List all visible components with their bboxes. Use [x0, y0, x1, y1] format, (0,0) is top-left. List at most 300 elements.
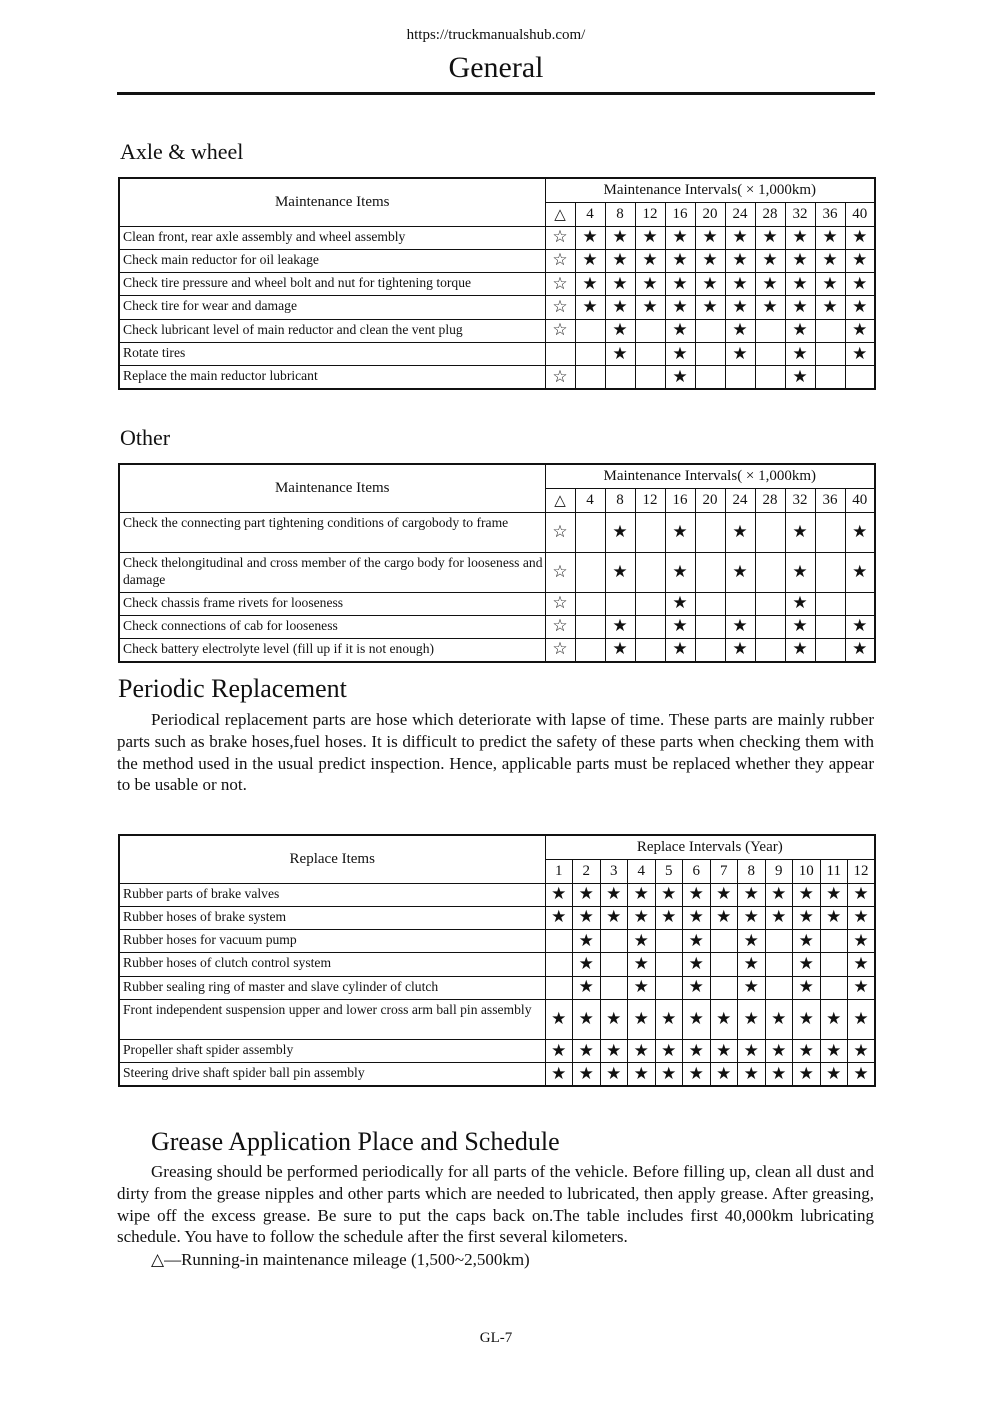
table-row — [119, 226, 875, 249]
interval-column-header: 8 — [605, 202, 635, 226]
interval-mark: ★ — [635, 296, 665, 319]
interval-mark — [545, 930, 573, 953]
interval-mark — [655, 953, 683, 976]
maintenance-item-label: Rubber sealing ring of master and slave cylinder of clutch — [119, 976, 545, 999]
interval-mark: ★ — [845, 319, 875, 342]
interval-mark — [710, 953, 738, 976]
interval-mark: ★ — [845, 226, 875, 249]
interval-mark: ☆ — [545, 366, 575, 389]
interval-mark: ★ — [575, 273, 605, 296]
interval-mark: ★ — [845, 249, 875, 272]
interval-mark: ★ — [848, 976, 876, 999]
interval-mark: ★ — [785, 512, 815, 552]
interval-column-header: 6 — [683, 859, 711, 883]
interval-mark: ★ — [755, 296, 785, 319]
interval-mark — [755, 639, 785, 662]
interval-column-header: 2 — [573, 859, 601, 883]
interval-mark: ★ — [600, 999, 628, 1039]
interval-mark: ★ — [785, 342, 815, 365]
interval-column-header: 24 — [725, 488, 755, 512]
interval-mark: ★ — [738, 999, 766, 1039]
interval-mark: ★ — [545, 999, 573, 1039]
table-row — [119, 512, 875, 552]
interval-mark: ★ — [545, 906, 573, 929]
interval-mark — [605, 592, 635, 615]
interval-mark — [575, 512, 605, 552]
interval-column-header: 28 — [755, 202, 785, 226]
interval-column-header: 3 — [600, 859, 628, 883]
table-row — [119, 639, 875, 662]
interval-mark: ☆ — [545, 639, 575, 662]
interval-mark: ★ — [793, 1039, 821, 1062]
interval-mark: ★ — [845, 552, 875, 592]
interval-mark: ★ — [628, 883, 656, 906]
interval-mark: ★ — [793, 883, 821, 906]
interval-mark: ★ — [738, 930, 766, 953]
interval-mark — [815, 615, 845, 638]
interval-mark: ★ — [665, 226, 695, 249]
maintenance-item-label: Check battery electrolyte level (fill up if it is not enough) — [119, 639, 545, 662]
interval-mark: ★ — [725, 273, 755, 296]
interval-mark: ★ — [545, 1063, 573, 1086]
interval-mark — [755, 592, 785, 615]
interval-mark — [725, 366, 755, 389]
interval-mark: ★ — [848, 1039, 876, 1062]
interval-mark: ★ — [725, 552, 755, 592]
maintenance-item-label: Replace the main reductor lubricant — [119, 366, 545, 389]
table-row — [119, 1039, 875, 1062]
maintenance-item-label: Check tire for wear and damage — [119, 296, 545, 319]
maintenance-item-label: Clean front, rear axle assembly and wheel assembly — [119, 226, 545, 249]
interval-mark — [815, 342, 845, 365]
interval-mark: ★ — [848, 1063, 876, 1086]
interval-mark: ★ — [785, 615, 815, 638]
running-in-legend: △—Running-in maintenance mileage (1,500~2,500km) — [151, 1250, 530, 1269]
interval-mark: ★ — [725, 615, 755, 638]
interval-mark: ★ — [845, 512, 875, 552]
interval-mark: ★ — [820, 999, 848, 1039]
interval-mark: ★ — [635, 249, 665, 272]
interval-column-header: 36 — [815, 202, 845, 226]
interval-mark — [755, 366, 785, 389]
interval-mark — [695, 552, 725, 592]
table-row — [119, 976, 875, 999]
interval-mark: ★ — [785, 296, 815, 319]
interval-mark — [815, 366, 845, 389]
interval-mark: ★ — [848, 930, 876, 953]
interval-mark — [695, 366, 725, 389]
interval-mark: ★ — [738, 1063, 766, 1086]
interval-mark: ★ — [683, 976, 711, 999]
interval-column-header: △ — [545, 202, 575, 226]
interval-mark — [575, 552, 605, 592]
interval-mark: ★ — [695, 249, 725, 272]
interval-mark — [710, 976, 738, 999]
interval-mark — [815, 512, 845, 552]
interval-mark: ★ — [815, 273, 845, 296]
interval-column-header: △ — [545, 488, 575, 512]
interval-mark — [575, 319, 605, 342]
interval-mark: ★ — [755, 226, 785, 249]
interval-mark: ★ — [725, 512, 755, 552]
interval-mark: ★ — [628, 1039, 656, 1062]
interval-mark: ★ — [628, 999, 656, 1039]
interval-mark: ★ — [573, 1039, 601, 1062]
interval-mark: ★ — [605, 512, 635, 552]
interval-mark: ★ — [605, 552, 635, 592]
interval-mark — [605, 366, 635, 389]
interval-mark: ★ — [655, 883, 683, 906]
interval-mark: ★ — [710, 906, 738, 929]
maintenance-item-label: Check connections of cab for looseness — [119, 615, 545, 638]
interval-mark: ★ — [605, 342, 635, 365]
interval-mark: ★ — [695, 296, 725, 319]
interval-column-header: 9 — [765, 859, 793, 883]
interval-mark: ★ — [628, 1063, 656, 1086]
interval-column-header: 7 — [710, 859, 738, 883]
interval-mark — [600, 930, 628, 953]
interval-mark: ★ — [710, 883, 738, 906]
interval-mark: ★ — [683, 883, 711, 906]
interval-mark — [695, 319, 725, 342]
interval-mark: ★ — [665, 552, 695, 592]
maintenance-item-label: Check chassis frame rivets for looseness — [119, 592, 545, 615]
interval-mark: ★ — [683, 999, 711, 1039]
interval-mark: ★ — [785, 639, 815, 662]
interval-mark: ★ — [815, 296, 845, 319]
interval-column-header: 4 — [575, 202, 605, 226]
interval-mark: ★ — [655, 1039, 683, 1062]
interval-mark: ★ — [665, 592, 695, 615]
interval-mark — [815, 639, 845, 662]
interval-mark — [655, 976, 683, 999]
interval-mark — [765, 930, 793, 953]
interval-mark: ★ — [605, 226, 635, 249]
interval-mark: ★ — [765, 883, 793, 906]
interval-mark: ★ — [820, 906, 848, 929]
interval-column-header: 5 — [655, 859, 683, 883]
interval-mark: ★ — [573, 953, 601, 976]
interval-mark — [545, 953, 573, 976]
interval-mark: ☆ — [545, 319, 575, 342]
interval-mark: ★ — [695, 273, 725, 296]
interval-mark: ★ — [785, 226, 815, 249]
interval-mark: ★ — [665, 296, 695, 319]
page-number: GL-7 — [479, 1330, 513, 1346]
section-title-other: Other — [120, 425, 171, 450]
interval-mark: ★ — [725, 249, 755, 272]
interval-mark: ★ — [793, 976, 821, 999]
interval-mark — [755, 615, 785, 638]
interval-mark: ★ — [820, 883, 848, 906]
interval-mark — [635, 512, 665, 552]
interval-mark: ★ — [725, 296, 755, 319]
maintenance-item-label: Front independent suspension upper and lower cross arm ball pin assembly — [119, 999, 545, 1039]
interval-mark — [575, 342, 605, 365]
items-header: Maintenance Items — [119, 178, 545, 226]
interval-mark — [635, 319, 665, 342]
maintenance-item-label: Propeller shaft spider assembly — [119, 1039, 545, 1062]
interval-mark: ★ — [845, 296, 875, 319]
table-row — [119, 883, 875, 906]
interval-mark — [820, 976, 848, 999]
interval-mark — [635, 366, 665, 389]
interval-mark: ★ — [725, 639, 755, 662]
interval-mark: ★ — [600, 906, 628, 929]
interval-mark — [845, 592, 875, 615]
interval-mark: ★ — [665, 512, 695, 552]
interval-mark — [575, 615, 605, 638]
interval-mark: ★ — [573, 1063, 601, 1086]
maintenance-item-label: Check tire pressure and wheel bolt and nut for tightening torque — [119, 273, 545, 296]
interval-column-header: 11 — [820, 859, 848, 883]
interval-mark: ★ — [575, 249, 605, 272]
interval-mark: ☆ — [545, 592, 575, 615]
interval-mark — [820, 953, 848, 976]
interval-mark — [845, 366, 875, 389]
table-row — [119, 552, 875, 592]
interval-mark: ★ — [738, 883, 766, 906]
interval-mark: ★ — [573, 883, 601, 906]
table-row — [119, 999, 875, 1039]
interval-column-header: 1 — [545, 859, 573, 883]
interval-mark: ★ — [655, 999, 683, 1039]
interval-mark: ☆ — [545, 226, 575, 249]
interval-mark — [655, 930, 683, 953]
interval-mark: ★ — [573, 930, 601, 953]
maintenance-item-label: Steering drive shaft spider ball pin assembly — [119, 1063, 545, 1086]
interval-mark — [755, 512, 785, 552]
interval-mark — [575, 639, 605, 662]
interval-mark: ★ — [683, 1063, 711, 1086]
interval-mark: ★ — [575, 296, 605, 319]
interval-mark: ★ — [793, 1063, 821, 1086]
intervals-header: Maintenance Intervals( × 1,000km) — [545, 464, 875, 488]
interval-mark: ★ — [815, 226, 845, 249]
interval-mark: ★ — [755, 249, 785, 272]
interval-mark: ★ — [573, 976, 601, 999]
interval-mark: ★ — [793, 930, 821, 953]
interval-mark: ★ — [573, 999, 601, 1039]
interval-mark: ★ — [785, 552, 815, 592]
interval-mark: ★ — [785, 592, 815, 615]
interval-mark: ★ — [695, 226, 725, 249]
items-header: Replace Items — [119, 835, 545, 883]
interval-mark: ★ — [710, 1039, 738, 1062]
interval-mark — [635, 639, 665, 662]
interval-mark — [695, 592, 725, 615]
interval-mark — [635, 592, 665, 615]
interval-mark — [575, 366, 605, 389]
interval-mark: ★ — [710, 999, 738, 1039]
interval-mark: ★ — [665, 366, 695, 389]
interval-mark: ★ — [665, 342, 695, 365]
periodic-replacement-paragraph: Periodical replacement parts are hose which deteriorate with lapse of time. These parts are mainly rubber parts such as brake hoses,fuel hoses. It is difficult to predict the safety of these parts when checking them with the method used in the usual predict inspection. Hence, applicable parts must be replaced whether they appear to be usable or not. — [117, 710, 874, 795]
table-row — [119, 953, 875, 976]
interval-mark — [765, 976, 793, 999]
interval-mark: ★ — [755, 273, 785, 296]
interval-mark — [695, 615, 725, 638]
interval-mark: ★ — [605, 319, 635, 342]
interval-mark: ★ — [655, 906, 683, 929]
interval-column-header: 16 — [665, 202, 695, 226]
interval-mark — [695, 512, 725, 552]
interval-mark: ★ — [635, 273, 665, 296]
interval-column-header: 32 — [785, 488, 815, 512]
interval-mark: ☆ — [545, 296, 575, 319]
maintenance-item-label: Rubber hoses of brake system — [119, 906, 545, 929]
maintenance-item-label: Rubber parts of brake valves — [119, 883, 545, 906]
intervals-header: Maintenance Intervals( × 1,000km) — [545, 178, 875, 202]
interval-mark: ☆ — [545, 615, 575, 638]
interval-column-header: 32 — [785, 202, 815, 226]
interval-mark — [755, 319, 785, 342]
maintenance-item-label: Rubber hoses for vacuum pump — [119, 930, 545, 953]
interval-mark: ★ — [600, 1039, 628, 1062]
interval-mark: ★ — [575, 226, 605, 249]
interval-mark: ★ — [665, 319, 695, 342]
table-row — [119, 615, 875, 638]
interval-mark: ★ — [600, 883, 628, 906]
interval-mark: ☆ — [545, 512, 575, 552]
interval-mark — [710, 930, 738, 953]
grease-paragraph: Greasing should be performed periodically for all parts of the vehicle. Before filling up, clean all dust and dirty from the grease nipples and other parts which are needed to lubricated, then apply grease. After greasing, wipe off the excess grease. Be sure to put the caps back on.The table includes first 40,000km lubricating schedule. You have to follow the schedule after the first several kilometers. — [117, 1162, 874, 1247]
table-row — [119, 319, 875, 342]
interval-column-header: 8 — [738, 859, 766, 883]
interval-column-header: 12 — [635, 488, 665, 512]
interval-mark: ★ — [848, 999, 876, 1039]
interval-mark: ★ — [628, 976, 656, 999]
interval-mark — [765, 953, 793, 976]
interval-column-header: 28 — [755, 488, 785, 512]
interval-column-header: 4 — [575, 488, 605, 512]
interval-mark: ★ — [820, 1039, 848, 1062]
table-row — [119, 906, 875, 929]
table-row — [119, 366, 875, 389]
header-rule — [117, 92, 875, 95]
interval-mark: ★ — [793, 999, 821, 1039]
interval-mark: ★ — [628, 930, 656, 953]
interval-mark: ★ — [765, 1063, 793, 1086]
interval-mark: ★ — [605, 615, 635, 638]
interval-mark: ★ — [848, 906, 876, 929]
site-url[interactable]: https://truckmanualshub.com/ — [406, 27, 586, 43]
interval-column-header: 40 — [845, 202, 875, 226]
interval-mark: ★ — [605, 273, 635, 296]
interval-column-header: 24 — [725, 202, 755, 226]
interval-mark: ★ — [710, 1063, 738, 1086]
interval-mark: ★ — [785, 319, 815, 342]
interval-column-header: 20 — [695, 488, 725, 512]
interval-mark: ★ — [845, 615, 875, 638]
interval-mark: ★ — [785, 273, 815, 296]
interval-mark — [815, 552, 845, 592]
intervals-header: Replace Intervals (Year) — [545, 835, 875, 859]
interval-mark: ★ — [605, 639, 635, 662]
interval-column-header: 20 — [695, 202, 725, 226]
interval-mark — [600, 953, 628, 976]
interval-mark: ★ — [738, 1039, 766, 1062]
interval-column-header: 4 — [628, 859, 656, 883]
interval-mark: ★ — [845, 639, 875, 662]
interval-mark: ☆ — [545, 249, 575, 272]
interval-mark: ★ — [793, 953, 821, 976]
interval-mark: ★ — [605, 296, 635, 319]
interval-mark: ★ — [683, 953, 711, 976]
interval-mark: ★ — [845, 342, 875, 365]
interval-mark: ★ — [845, 273, 875, 296]
interval-mark: ★ — [573, 906, 601, 929]
section-title-grease: Grease Application Place and Schedule — [151, 1127, 560, 1156]
interval-mark: ★ — [683, 906, 711, 929]
maintenance-item-label: Check the connecting part tightening conditions of cargobody to frame — [119, 512, 545, 552]
interval-mark: ★ — [628, 953, 656, 976]
replace-intervals-table — [118, 834, 876, 1087]
interval-mark: ★ — [785, 249, 815, 272]
interval-mark — [635, 552, 665, 592]
interval-mark — [635, 342, 665, 365]
axle-wheel-maintenance-table — [118, 177, 876, 390]
interval-mark — [695, 342, 725, 365]
items-header: Maintenance Items — [119, 464, 545, 512]
table-row — [119, 930, 875, 953]
interval-mark: ★ — [725, 319, 755, 342]
interval-column-header: 36 — [815, 488, 845, 512]
maintenance-item-label: Rubber hoses of clutch control system — [119, 953, 545, 976]
interval-mark — [815, 319, 845, 342]
interval-mark: ★ — [605, 249, 635, 272]
maintenance-item-label: Rotate tires — [119, 342, 545, 365]
chapter-title: General — [448, 51, 544, 84]
interval-mark: ★ — [765, 1039, 793, 1062]
interval-mark: ★ — [600, 1063, 628, 1086]
maintenance-item-label: Check thelongitudinal and cross member of the cargo body for looseness and damage — [119, 552, 545, 592]
interval-column-header: 16 — [665, 488, 695, 512]
interval-mark: ★ — [665, 639, 695, 662]
interval-mark: ★ — [545, 1039, 573, 1062]
interval-column-header: 12 — [635, 202, 665, 226]
interval-mark: ★ — [820, 1063, 848, 1086]
interval-mark — [575, 592, 605, 615]
interval-mark: ★ — [545, 883, 573, 906]
interval-mark — [755, 342, 785, 365]
interval-mark: ★ — [765, 906, 793, 929]
interval-mark: ★ — [738, 906, 766, 929]
interval-mark: ★ — [785, 366, 815, 389]
section-title-periodic-replacement: Periodic Replacement — [118, 674, 347, 703]
interval-mark: ★ — [665, 273, 695, 296]
interval-mark — [755, 552, 785, 592]
table-row — [119, 342, 875, 365]
maintenance-item-label: Check lubricant level of main reductor and clean the vent plug — [119, 319, 545, 342]
interval-column-header: 40 — [845, 488, 875, 512]
interval-mark — [695, 639, 725, 662]
interval-mark: ★ — [848, 953, 876, 976]
interval-mark: ★ — [635, 226, 665, 249]
interval-mark: ★ — [738, 976, 766, 999]
interval-mark — [545, 342, 575, 365]
interval-mark: ★ — [628, 906, 656, 929]
maintenance-item-label: Check main reductor for oil leakage — [119, 249, 545, 272]
interval-column-header: 10 — [793, 859, 821, 883]
interval-mark: ☆ — [545, 273, 575, 296]
section-title-axle-wheel: Axle & wheel — [120, 139, 244, 164]
interval-mark — [725, 592, 755, 615]
table-row — [119, 249, 875, 272]
interval-mark: ★ — [815, 249, 845, 272]
interval-mark: ★ — [738, 953, 766, 976]
other-maintenance-table — [118, 463, 876, 663]
